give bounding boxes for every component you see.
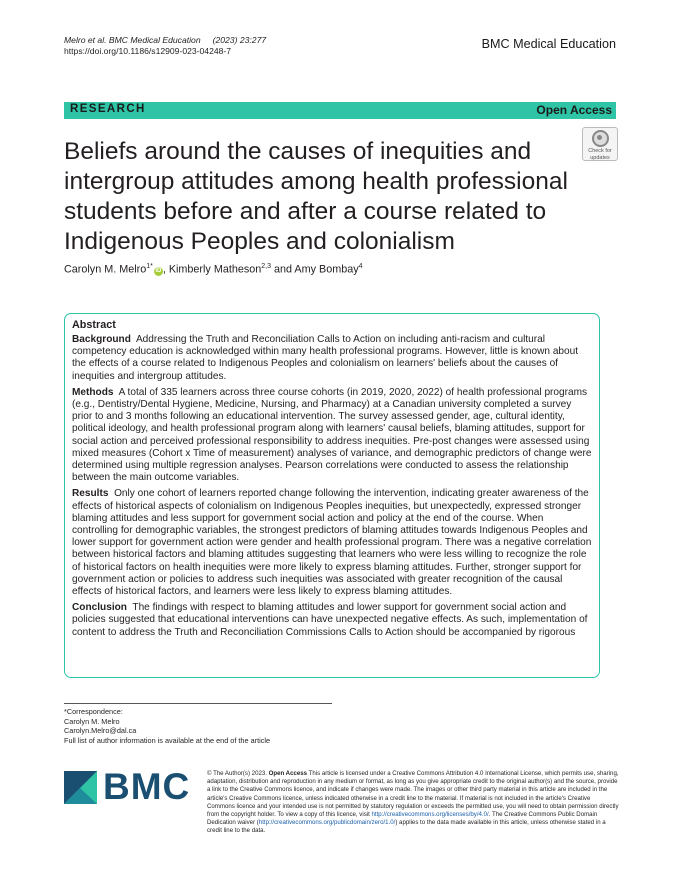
author-list (64, 263, 363, 276)
correspondence-name: Carolyn M. Melro (64, 716, 120, 726)
orcid-icon[interactable]: iD (155, 267, 162, 274)
footnote-divider (64, 703, 332, 704)
author-info-note: Full list of author information is available at the end of the article (64, 736, 271, 746)
article-type-banner (64, 102, 616, 119)
section-label: Methods (72, 386, 114, 398)
author-2-affil: 2,3 (261, 263, 271, 270)
license-body-3: ) applies to the data made available in this article, unless otherwise stated in a credit line to the data. (207, 819, 606, 835)
open-access-bold: Open Access (268, 770, 308, 777)
license-body-1: This article is licensed under a Creative Commons Attribution 4.0 International License, which permits use, sharing, adaptation, distribution and reproduction in any medium or format, as long as you give appropriate credit to the original author(s) and the source, provide a link to the Creative Commons licence, and indicate if changes were made. The images or other third party material in this article are included in the article's Creative Commons licence, unless indicated otherwise in a credit line to the material. If material is not included in the article's Creative Commons licence and your intended use is not permitted by statutory regulation or exceeds the permitted use, you will need to obtain permission directly from the copyright holder. To view a copy of this licence, visit (207, 770, 619, 819)
abstract-conclusion (72, 602, 592, 639)
license-lead: © The Author(s) 2023. (207, 770, 267, 777)
section-label: Results (72, 488, 109, 500)
section-text: Addressing the Truth and Reconciliation Calls to Action on including anti-racism and cultural competency education is acknowledged within many health professional programs. However, little is known about the effects of a course related to Indigenous Peoples and colonialism on learners' beliefs about the causes of inequities and intergroup attitudes. (72, 334, 579, 382)
section-text: A total of 335 learners across three course cohorts (in 2019, 2020, 2022) of health professional programs (e.g., Dentistry/Dental Hygiene, Medicine, Nursing, and Pharmacy) at a Canadian university completed a survey prior to and 3 months following an educational intervention. The survey assessed gender, age, cultural identity, political ideology, and health professional program along with learners' causal beliefs, blaming attitudes, support for social action and perceived professional responsibility to address inequities. Pre-post changes were assessed using mixed measures (Cohort x Time of measurement) analyses of variance, and demographic predictors of change were determined using multiple regression analyses. Pearson correlations were conducted to assess the relationship between the main outcome variables. (72, 386, 592, 484)
abstract-box (64, 313, 600, 678)
bmc-mark-icon (64, 771, 97, 804)
abstract-methods (72, 387, 592, 485)
section-text: Only one cohort of learners reported change following the intervention, indicating greater awareness of the effects of historical aspects of colonialism on Indigenous Peoples inequities, but unexpectedly, expressed stronger blaming attitudes and less support for government social action and policy at the end of the course. When controlling for demographic variables, the strongest predictors of blaming attitudes towards Indigenous Peoples and lower support for government action were gender and health professional program. There was a negative correlation between historical factors and blaming attitudes suggesting that learners who were less willing to recognize the role of historical factors on health inequities were more likely to express blaming attitudes. Further, stronger support for government action or policies to address such inequities was associated with greater recognition of the causal effects of historical factors, and learners were less likely to express blaming attitudes. (72, 488, 592, 598)
section-label: Conclusion (72, 602, 127, 614)
doi-link[interactable]: https://doi.org/10.1186/s12909-023-04248-7 (64, 46, 232, 56)
citation-year: (2023) 23:277 (212, 35, 267, 45)
author-1-affil: 1* (146, 263, 153, 270)
check-updates-line1: Check for (588, 148, 612, 154)
license-text (207, 770, 619, 836)
author-3-affil: 4 (358, 263, 363, 270)
section-text: The findings with respect to blaming attitudes and lower support for government social action and policies suggested that educational interventions can have unexpected negative effects. As such, implementation of content to address the Truth and Reconciliation Commissions Calls to Action should be accompanied by rigorous (72, 602, 588, 638)
abstract-results (72, 488, 592, 598)
author-1[interactable]: Carolyn M. Melro (64, 263, 147, 276)
license-body-2: . The Creative Commons Public Domain Dedication waiver ( (207, 811, 598, 827)
abstract-heading: Abstract (72, 319, 116, 331)
bmc-logo-text: BMC (103, 766, 191, 807)
section-label: Background (72, 334, 131, 345)
author-3[interactable]: and Amy Bombay (270, 263, 359, 276)
citation-text: Melro et al. BMC Medical Education (64, 35, 201, 45)
correspondence-label: *Correspondence: (64, 707, 123, 716)
open-access-label: Open Access (536, 103, 612, 117)
cc-by-link[interactable]: http://creativecommons.org/licenses/by/4.0/ (371, 811, 489, 819)
bmc-logo (64, 766, 191, 807)
citation-header (64, 35, 266, 57)
correspondence-block (64, 707, 270, 746)
cc-zero-link[interactable]: http://creativecommons.org/publicdomain/zero/1.0/ (258, 819, 396, 827)
check-updates-line2: updates (590, 155, 610, 161)
journal-name: BMC Medical Education (481, 37, 616, 51)
article-type-label: RESEARCH (70, 103, 146, 115)
author-2[interactable]: , Kimberly Matheson (162, 263, 262, 276)
article-title: Beliefs around the causes of inequities and intergroup attitudes among health professional students before and after a course related to Indigenous Peoples and colonialism (64, 138, 568, 255)
abstract-background (72, 334, 592, 383)
correspondence-email[interactable]: Carolyn.Melro@dal.ca (64, 726, 137, 736)
